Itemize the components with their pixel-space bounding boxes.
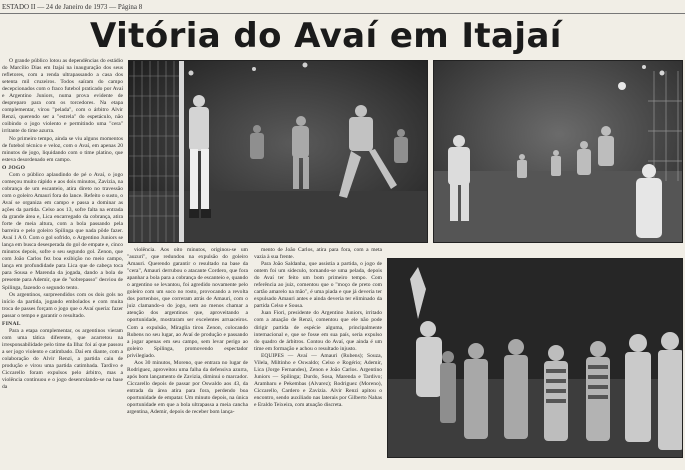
match-photo-goalmouth — [128, 60, 428, 243]
article-paragraph: Juan Fiori, presidente do Argentino Juniors, irritado com a atuação de Renzi, comentou que ele não pode dirigir partida de espécie alguma, principalmente internacional e, que se fosse em sua país, seria expulso do quadro de árbitros. Contou do Avaí, que ainda é um time em formação e achou o resultado injusto. — [254, 310, 382, 352]
match-photo-crowd — [387, 258, 683, 458]
article-column-1 — [2, 58, 123, 470]
match-photo-field — [433, 60, 683, 243]
article-paragraph: Com o público aplaudindo de pé o Avaí, o jogo começou muito rápido e aos dois minutos, Zavizia, na cobrança de um escanteio, atira direto no travessão com o goleiro Amauri fora do lance. Refeito o susto, o Avaí se organiza em campo e passa a dominar as ações da partida. Celso aos 13, sofre falta na entrada da grande área e, Lica encarregado da cobrança, atira forte de meia altura, com a bola passando pela barreira e pelo goleiro Spilinga que nada pôde fazer. Avaí 1 A 0. Com o gol sofrido, o Argentino Juniors se lança em busca desesperada do gol de empate e, cinco minutos depois, sofre o seu segundo gol. Zenon, que com João Carlos fez boa exibição no meio campo, lança em profundidade para Lica que de cabeça toca para Sousa e Marenda da jogada, dando a bola de presente para Ademir, que de "sobrepasso" desviou de Spilinga, fazendo o segundo tento. — [2, 171, 123, 291]
article-column-3 — [254, 247, 382, 470]
article-paragraph: Para João Saldanha, que assistia a partida, o jogo de ontem foi um sideculo, tornando-se uma pelada, depois do Avaí ter feito um bom primeiro tempo. Com referência ao juiz, comentou que o "moço de preto com cartão amarelo na mão", é uma piada e que já deveria ter expulsado Amauri antes e ainda deveria ter eliminado da partida Celso e Sousa. — [254, 261, 382, 310]
running-head: ESTADO II — 24 de Janeiro de 1973 — Página 8 — [2, 3, 143, 11]
article-paragraph: Aos 30 minutos, Moreno, que entrara no lugar de Rodriguez, aproveitou uma falha da defensiva azurra, após bom lançamento de Zavizia, diminui o marcador. Ciccarello depois de passar por Oswaldo aos 43, da entrada da área atira para fora, perdendo boa oportunidade de empatar. Um minuto depois, na única oportunidade em que a bola ultrapassa a meia cancha argentina, Ademir, depois de receber bom lança- — [127, 359, 248, 416]
article-paragraph: Os argentinos, surpreendidos com os dois gols no início da partida, jogando embolados e com muita troca de passes forçam o jogo que o Avaí queria: fazer passar o tempo e garantir o resultado. — [2, 291, 123, 319]
article-paragraph: O grande público lotou as dependências do estádio do Marcílio Dias em Itajaí na inauguração dos seus refletores, com a renda ultrapassando a casa dos setenta mil cruzeiros. Todos saíram do campo decepcionados com o fraco futebol praticado por Avaí e Argentino Juniors, numa prova evidente de despreparo para com os torcedores. Na etapa complementar, virou "pelada", com o árbitro Alvir Renzi, querendo ser a "estrela" do espetáculo, não coibindo o jogo violento e permitindo uma "cera" irritante do time azurra. — [2, 58, 123, 135]
section-subhead: O JOGO — [2, 164, 26, 171]
article-paragraph: mento de João Carlos, atira para fora, com a meta vazia à sua frente. — [254, 247, 382, 261]
headline: Vitória do Avaí em Itajaí — [90, 16, 562, 56]
article-paragraph: violência. Aos oito minutos, originou-se um "auzuri", que redundou na expulsão do goleiro Amauri. Querendo garantir o resultado na base da "cera", Amauri derrubou o atacante Cordero, que fora apanhar a bola para a cobrança de escanteio e, quando o argentino se levantou, foi agredido novamente pelo goleiro com um soco no rosto, provocando a revolta dos portenhos, que correram atrás de Amauri, com o juiz clamando-o do jogo, sem ao menos chamar a atenção dos argentinos que, aproveitando a oportunidade, mostraram ser excelentes arruaceiros. Com a expulsão, Miraglia tirou Zenon, colocando Rubens no seu lugar, ao Avaí de produção e passando a jogar apenas em seu campo, sem levar perigo ao goleiro Spilinga, promovendo espectador privilegiado. — [127, 247, 248, 359]
article-paragraph: EQUIPES — Avaí — Amauri (Rubens); Souza, Vilela, Miltinho e Oswaldo; Celso e Rogério; Ademir, Lica (Jorge Fernandes), Zenon e João Carlos. Argentino Juniors — Spilinga; Durdo, Sosa, Marenda e Tardivo; Arambaru e Pekembas (Alvarez); Rodriguez (Moreno), Ciccarello, Cardero e Zavizia. Alvir Renzi apitou o encontro, sendo auxiliado nas laterais por Gilberto Nahas e Eraldo Teixeira, com atuação discreta. — [254, 352, 382, 409]
section-subhead: FINAL — [2, 320, 21, 327]
article-paragraph: No primeiro tempo, ainda se viu alguns momentos de futebol técnico e veloz, com o Avaí, em apenas 20 minutos de jogo, liquidando com o time platino, que esteva desordenado em campo. — [2, 135, 123, 163]
article-column-2 — [127, 247, 248, 470]
article-paragraph: Para a etapa complementar, os argentinos vieram com uma tática diferente, que acarretou na irresponsabilidade pelo time da Ilha: foi aí que passou a ser jogo violento e catimbado. Daí em diante, com a colaboração do Alvir Renzi, a partida caiu de produção e virou uma partida catimbada. Tardivo e Ciccarello foram expulsos pelo árbitro, mas a violência continuou e o jogo desenrolando-se na base da — [2, 327, 123, 391]
